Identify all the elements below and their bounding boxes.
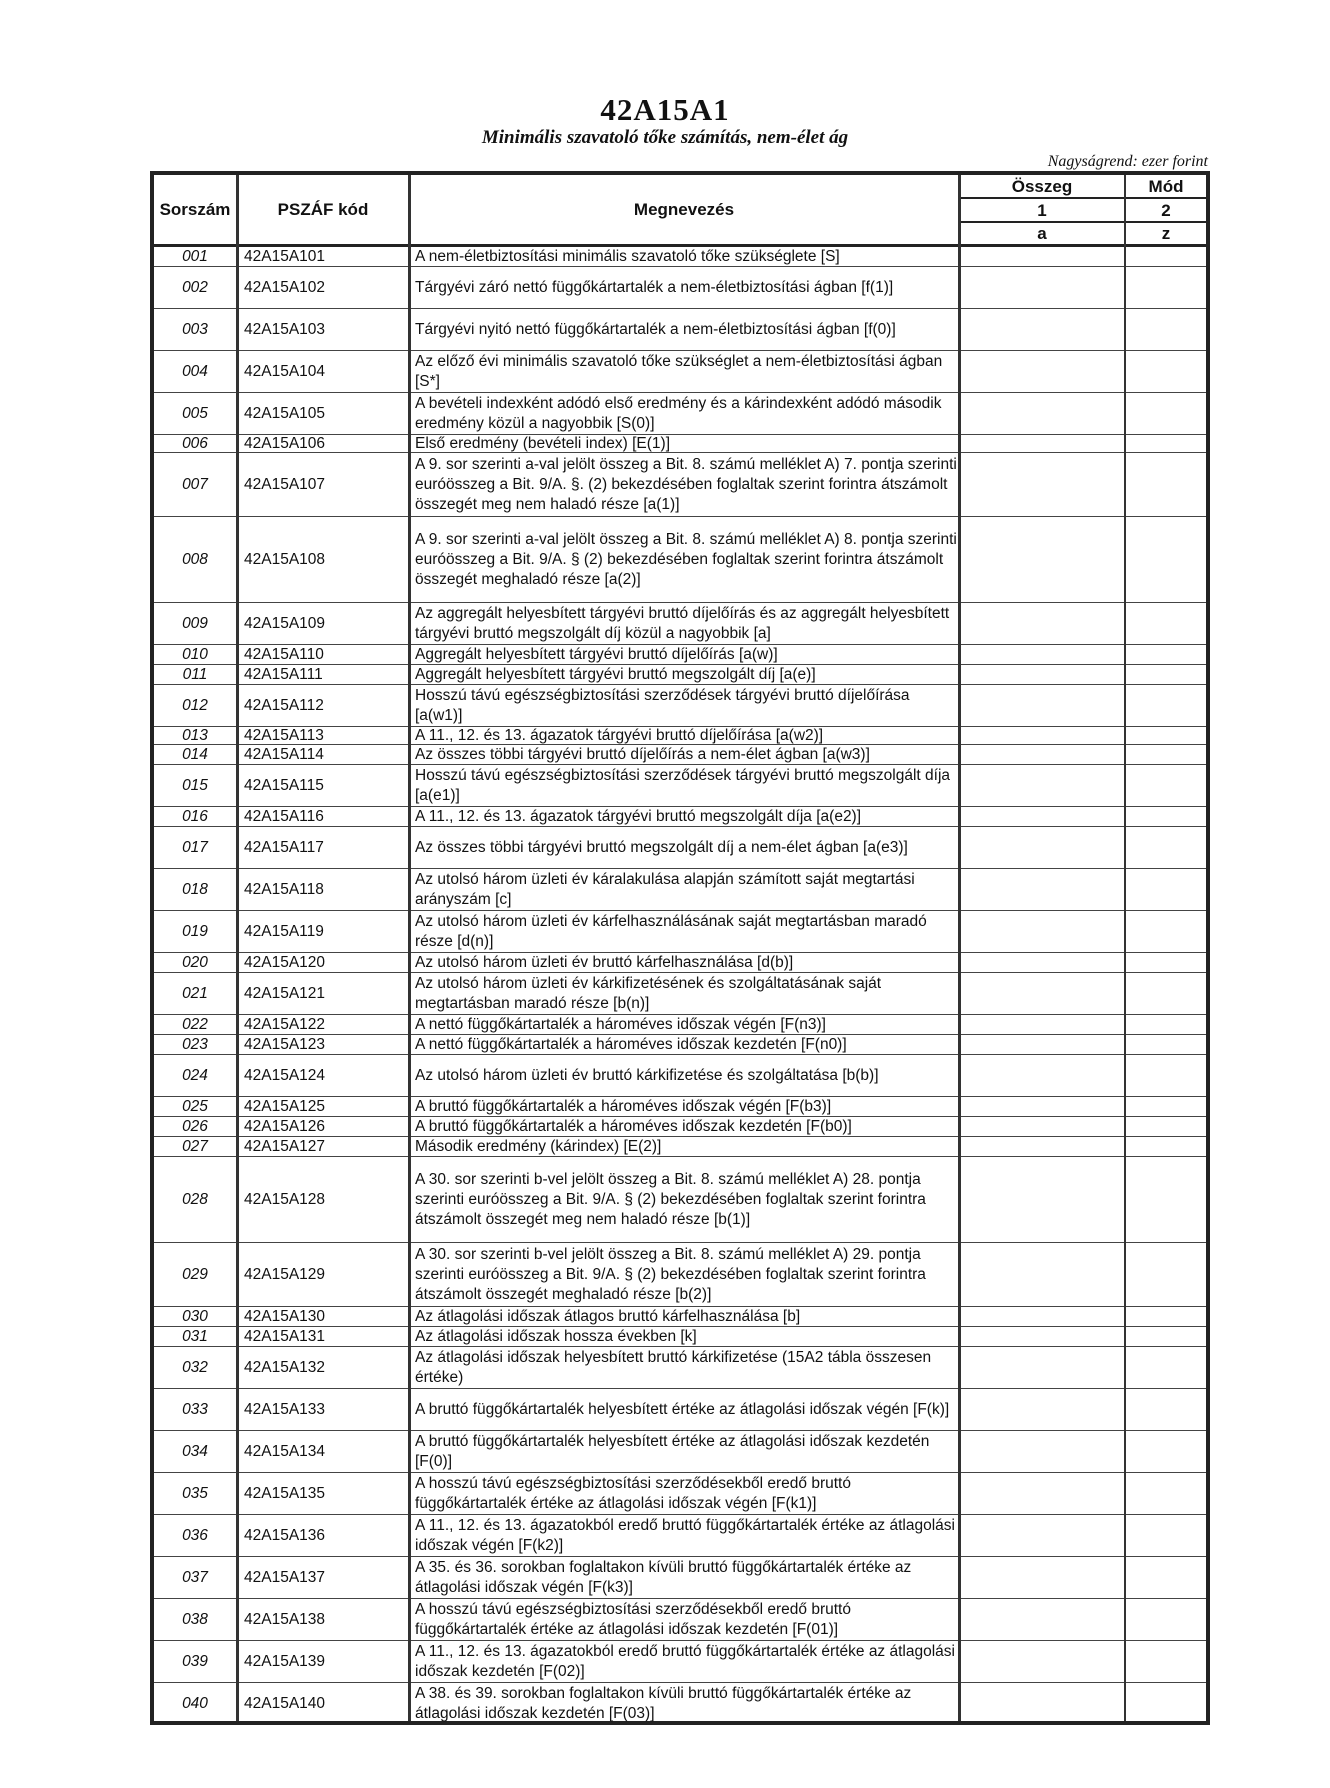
form-table (150, 171, 1210, 1725)
amount-input-cell[interactable] (962, 745, 1124, 765)
mod-input-cell[interactable] (1127, 1035, 1206, 1055)
amount-input-cell[interactable] (962, 1015, 1124, 1035)
mod-input-cell[interactable] (1127, 765, 1206, 807)
row-code: 42A15A104 (244, 363, 326, 380)
row-code: 42A15A122 (244, 1016, 326, 1033)
column-separator (958, 175, 961, 1721)
row-description: Az utolsó három üzleti év kárfelhasználásának saját megtartásban maradó része [d(n)] (415, 913, 927, 950)
row-code: 42A15A134 (244, 1443, 326, 1460)
row-code: 42A15A112 (244, 697, 324, 714)
row-number: 018 (182, 881, 208, 898)
amount-input-cell[interactable] (962, 1599, 1124, 1641)
amount-input-cell[interactable] (962, 1683, 1124, 1725)
row-description: A 35. és 36. sorokban foglaltakon kívüli bruttó függőkártartalék értéke az átlagolási időszak végén [F(k3)] (415, 1559, 912, 1596)
row-description: A nettó függőkártartalék a hároméves időszak végén [F(n3)] (415, 1016, 826, 1033)
row-code: 42A15A111 (244, 666, 323, 683)
row-number: 039 (182, 1653, 208, 1670)
column-separator (408, 175, 411, 1721)
row-description: Aggregált helyesbített tárgyévi bruttó díjelőírás [a(w)] (415, 646, 778, 663)
row-code: 42A15A140 (244, 1695, 326, 1712)
row-code: 42A15A110 (244, 646, 324, 663)
amount-input-cell[interactable] (962, 1389, 1124, 1431)
amount-input-cell[interactable] (962, 1473, 1124, 1515)
row-description: Az átlagolási időszak átlagos bruttó kárfelhasználása [b] (415, 1308, 801, 1325)
row-description: A bevételi indexként adódó első eredmény és a kárindexként adódó második eredmény közül a nagyobbik [S(0)] (415, 395, 942, 432)
mod-input-cell[interactable] (1127, 393, 1206, 435)
amount-input-cell[interactable] (962, 1327, 1124, 1347)
row-code: 42A15A120 (244, 954, 326, 971)
amount-input-cell[interactable] (962, 1641, 1124, 1683)
mod-input-cell[interactable] (1127, 807, 1206, 827)
amount-input-cell[interactable] (962, 765, 1124, 807)
mod-input-cell[interactable] (1127, 435, 1206, 453)
row-number: 014 (182, 746, 208, 763)
row-description: Hosszú távú egészségbiztosítási szerződések tárgyévi bruttó díjelőírása [a(w1)] (415, 687, 910, 724)
row-description: A nem-életbiztosítási minimális szavatoló tőke szükséglete [S] (415, 248, 840, 265)
row-description: Az átlagolási időszak helyesbített bruttó kárkifizetése (15A2 tábla összesen értéke) (415, 1349, 932, 1386)
row-code: 42A15A106 (244, 435, 326, 452)
row-number: 021 (182, 985, 208, 1002)
mod-input-cell[interactable] (1127, 1683, 1206, 1725)
amount-input-cell[interactable] (962, 1243, 1124, 1307)
row-description: A bruttó függőkártartalék a hároméves időszak kezdetén [F(b0)] (415, 1118, 852, 1135)
row-description: A bruttó függőkártartalék helyesbített értéke az átlagolási időszak végén [F(k)] (415, 1401, 950, 1418)
row-number: 035 (182, 1485, 208, 1502)
amount-input-cell[interactable] (962, 247, 1124, 267)
amount-input-cell[interactable] (962, 435, 1124, 453)
mod-input-cell[interactable] (1127, 745, 1206, 765)
mod-input-cell[interactable] (1127, 1117, 1206, 1137)
header-rule-2 (958, 221, 1206, 223)
mod-input-cell[interactable] (1127, 453, 1206, 517)
amount-input-cell[interactable] (962, 1431, 1124, 1473)
mod-input-cell[interactable] (1127, 1557, 1206, 1599)
mod-input-cell[interactable] (1127, 685, 1206, 727)
row-code: 42A15A115 (244, 777, 324, 794)
amount-input-cell[interactable] (962, 1307, 1124, 1327)
header-osszeg-type: a (1037, 224, 1047, 243)
row-code: 42A15A123 (244, 1036, 326, 1053)
row-code: 42A15A139 (244, 1653, 326, 1670)
row-number: 031 (182, 1328, 208, 1345)
row-description: Az összes többi tárgyévi bruttó díjelőírás a nem-élet ágban [a(w3)] (415, 746, 870, 763)
row-code: 42A15A118 (244, 881, 324, 898)
row-code: 42A15A130 (244, 1308, 326, 1325)
mod-input-cell[interactable] (1127, 1097, 1206, 1117)
row-description: Második eredmény (kárindex) [E(2)] (415, 1138, 662, 1155)
row-number: 029 (182, 1266, 208, 1283)
amount-input-cell[interactable] (962, 953, 1124, 973)
header-megnevezes: Megnevezés (633, 200, 735, 219)
row-code: 42A15A132 (244, 1359, 326, 1376)
row-description: A 11., 12. és 13. ágazatok tárgyévi bruttó megszolgált díja [a(e2)] (415, 808, 862, 825)
row-description: A 11., 12. és 13. ágazatok tárgyévi bruttó díjelőírása [a(w2)] (415, 727, 824, 744)
form-subtitle: Minimális szavatoló tőke számítás, nem-élet ág (481, 127, 849, 148)
row-number: 016 (182, 808, 208, 825)
row-number: 026 (182, 1118, 208, 1135)
mod-input-cell[interactable] (1127, 1473, 1206, 1515)
mod-input-cell[interactable] (1127, 1515, 1206, 1557)
row-description: Aggregált helyesbített tárgyévi bruttó megszolgált díj [a(e)] (415, 666, 816, 683)
row-code: 42A15A108 (244, 551, 326, 568)
row-description: A 11., 12. és 13. ágazatokból eredő bruttó függőkártartalék értéke az átlagolási időszak kezdetén [F(02)] (415, 1643, 955, 1680)
amount-input-cell[interactable] (962, 393, 1124, 435)
mod-input-cell[interactable] (1127, 953, 1206, 973)
mod-input-cell[interactable] (1127, 973, 1206, 1015)
mod-input-cell[interactable] (1127, 727, 1206, 745)
row-description: Az aggregált helyesbített tárgyévi bruttó díjelőírás és az aggregált helyesbített tárgyévi bruttó megszolgált díj közül a nagyobbik [a] (415, 605, 950, 642)
row-number: 028 (182, 1191, 208, 1208)
mod-input-cell[interactable] (1127, 1055, 1206, 1097)
mod-input-cell[interactable] (1127, 827, 1206, 869)
amount-input-cell[interactable] (962, 1097, 1124, 1117)
row-number: 040 (182, 1695, 208, 1712)
row-number: 005 (182, 405, 208, 422)
mod-input-cell[interactable] (1127, 869, 1206, 911)
row-description: Az átlagolási időszak hossza években [k] (415, 1328, 697, 1345)
amount-input-cell[interactable] (962, 1157, 1124, 1243)
row-code: 42A15A116 (244, 808, 324, 825)
amount-input-cell[interactable] (962, 309, 1124, 351)
row-number: 007 (182, 476, 208, 493)
row-description: Az utolsó három üzleti év bruttó kárkifizetése és szolgáltatása [b(b)] (415, 1067, 879, 1084)
row-code: 42A15A114 (244, 746, 324, 763)
row-number: 015 (182, 777, 208, 794)
mod-input-cell[interactable] (1127, 645, 1206, 665)
row-code: 42A15A126 (244, 1118, 326, 1135)
row-number: 019 (182, 923, 208, 940)
mod-input-cell[interactable] (1127, 517, 1206, 603)
row-code: 42A15A135 (244, 1485, 326, 1502)
row-description: A 38. és 39. sorokban foglaltakon kívüli bruttó függőkártartalék értéke az átlagolási időszak kezdetén [F(03)] (415, 1685, 912, 1722)
mod-input-cell[interactable] (1127, 1327, 1206, 1347)
amount-input-cell[interactable] (962, 973, 1124, 1015)
row-description: Az utolsó három üzleti év káralakulása alapján számított saját megtartási arányszám [c] (415, 871, 915, 908)
row-code: 42A15A113 (244, 727, 324, 744)
row-number: 001 (182, 248, 208, 265)
row-code: 42A15A121 (244, 985, 326, 1002)
row-number: 036 (182, 1527, 208, 1544)
row-code: 42A15A124 (244, 1067, 326, 1084)
header-sorszam: Sorszám (159, 200, 231, 219)
row-number: 027 (182, 1138, 208, 1155)
amount-input-cell[interactable] (962, 1557, 1124, 1599)
mod-input-cell[interactable] (1127, 1347, 1206, 1389)
header-osszeg: Összeg (1011, 177, 1073, 196)
row-number: 020 (182, 954, 208, 971)
header-pszaf-kod: PSZÁF kód (277, 200, 369, 219)
row-code: 42A15A137 (244, 1569, 326, 1586)
mod-input-cell[interactable] (1127, 911, 1206, 953)
row-code: 42A15A127 (244, 1138, 326, 1155)
row-number: 004 (182, 363, 208, 380)
row-number: 017 (182, 839, 208, 856)
row-code: 42A15A119 (244, 923, 324, 940)
row-description: Az összes többi tárgyévi bruttó megszolgált díj a nem-élet ágban [a(e3)] (415, 839, 908, 856)
row-description: A 9. sor szerinti a-val jelölt összeg a Bit. 8. számú melléklet A) 7. pontja szerinti euróösszeg a Bit. 9/A. §. (2) bekezdésében foglaltak szerint forintra átszámolt összegét meg nem haladó része [a(1)] (415, 456, 957, 513)
row-description: Az utolsó három üzleti év kárkifizetésének és szolgáltatásának saját megtartásban maradó része [b(n)] (415, 975, 882, 1012)
amount-input-cell[interactable] (962, 1117, 1124, 1137)
row-number: 006 (182, 435, 208, 452)
amount-input-cell[interactable] (962, 267, 1124, 309)
amount-input-cell[interactable] (962, 685, 1124, 727)
amount-input-cell[interactable] (962, 603, 1124, 645)
amount-input-cell[interactable] (962, 1515, 1124, 1557)
row-number: 008 (182, 551, 208, 568)
row-description: A hosszú távú egészségbiztosítási szerződésekből eredő bruttó függőkártartalék értéke az átlagolási időszak végén [F(k1)] (415, 1475, 851, 1512)
row-number: 032 (182, 1359, 208, 1376)
header-rule-1 (958, 197, 1206, 199)
amount-input-cell[interactable] (962, 645, 1124, 665)
row-number: 037 (182, 1569, 208, 1586)
row-number: 002 (182, 279, 208, 296)
mod-input-cell[interactable] (1127, 1641, 1206, 1683)
header-mod-index: 2 (1161, 201, 1171, 220)
row-number: 010 (182, 646, 208, 663)
amount-input-cell[interactable] (962, 1347, 1124, 1389)
column-separator (1124, 175, 1126, 1721)
row-code: 42A15A136 (244, 1527, 326, 1544)
header-osszeg-index: 1 (1037, 201, 1047, 220)
mod-input-cell[interactable] (1127, 1431, 1206, 1473)
row-number: 034 (182, 1443, 208, 1460)
mod-input-cell[interactable] (1127, 247, 1206, 267)
amount-input-cell[interactable] (962, 1035, 1124, 1055)
header-mod: Mód (1148, 177, 1184, 196)
row-code: 42A15A133 (244, 1401, 326, 1418)
row-code: 42A15A109 (244, 615, 326, 632)
row-number: 011 (182, 666, 208, 683)
row-code: 42A15A102 (244, 279, 326, 296)
mod-input-cell[interactable] (1127, 1243, 1206, 1307)
row-code: 42A15A101 (244, 248, 326, 265)
row-description: A bruttó függőkártartalék a hároméves időszak végén [F(b3)] (415, 1098, 832, 1115)
amount-input-cell[interactable] (962, 453, 1124, 517)
row-code: 42A15A131 (244, 1328, 326, 1345)
amount-input-cell[interactable] (962, 911, 1124, 953)
row-number: 009 (182, 615, 208, 632)
row-description: A nettó függőkártartalék a hároméves időszak kezdetén [F(n0)] (415, 1036, 847, 1053)
amount-input-cell[interactable] (962, 517, 1124, 603)
row-number: 022 (182, 1016, 208, 1033)
mod-input-cell[interactable] (1127, 603, 1206, 645)
amount-input-cell[interactable] (962, 1055, 1124, 1097)
amount-input-cell[interactable] (962, 807, 1124, 827)
row-number: 033 (182, 1401, 208, 1418)
mod-input-cell[interactable] (1127, 665, 1206, 685)
row-description: A 9. sor szerinti a-val jelölt összeg a Bit. 8. számú melléklet A) 8. pontja szerinti euróösszeg a Bit. 9/A. § (2) bekezdésében foglaltak szerint forintra átszámolt összegét meghaladó része [a(2)] (415, 531, 957, 588)
row-description: Hosszú távú egészségbiztosítási szerződések tárgyévi bruttó megszolgált díja [a(e1)] (415, 767, 951, 804)
row-number: 030 (182, 1308, 208, 1325)
row-description: Az előző évi minimális szavatoló tőke szükséglet a nem-életbiztosítási ágban [S*] (415, 353, 943, 390)
row-description: A bruttó függőkártartalék helyesbített értéke az átlagolási időszak kezdetén [F(0)] (415, 1433, 930, 1470)
mod-input-cell[interactable] (1127, 351, 1206, 393)
form-title: 42A15A1 (600, 92, 730, 127)
row-code: 42A15A128 (244, 1191, 326, 1208)
row-description: A 30. sor szerinti b-vel jelölt összeg a Bit. 8. számú melléklet A) 29. pontja szerinti euróösszeg a Bit. 9/A. § (2) bekezdésében foglaltak szerint forintra átszámolt összegét meghaladó része [b(2)] (415, 1246, 926, 1303)
row-number: 038 (182, 1611, 208, 1628)
row-number: 013 (182, 727, 208, 744)
amount-input-cell[interactable] (962, 665, 1124, 685)
row-number: 025 (182, 1098, 208, 1115)
row-code: 42A15A117 (244, 839, 324, 856)
amount-input-cell[interactable] (962, 1137, 1124, 1157)
row-code: 42A15A105 (244, 405, 326, 422)
row-code: 42A15A103 (244, 321, 326, 338)
mod-input-cell[interactable] (1127, 1599, 1206, 1641)
column-separator (236, 175, 239, 1721)
unit-note: Nagyságrend: ezer forint (1047, 153, 1208, 170)
row-description: A 30. sor szerinti b-vel jelölt összeg a Bit. 8. számú melléklet A) 28. pontja szerinti euróösszeg a Bit. 9/A. § (2) bekezdésében foglaltak szerint forintra átszámolt összegét meg nem haladó része [b(1)] (415, 1171, 926, 1228)
row-description: A 11., 12. és 13. ágazatokból eredő bruttó függőkártartalék értéke az átlagolási időszak végén [F(k2)] (415, 1517, 955, 1554)
row-number: 024 (182, 1067, 208, 1084)
header-mod-type: z (1161, 224, 1171, 243)
amount-input-cell[interactable] (962, 351, 1124, 393)
mod-input-cell[interactable] (1127, 1157, 1206, 1243)
row-number: 023 (182, 1036, 208, 1053)
row-description: Az utolsó három üzleti év bruttó kárfelhasználása [d(b)] (415, 954, 794, 971)
row-number: 012 (182, 697, 208, 714)
amount-input-cell[interactable] (962, 827, 1124, 869)
mod-input-cell[interactable] (1127, 1307, 1206, 1327)
mod-input-cell[interactable] (1127, 1137, 1206, 1157)
row-number: 003 (182, 321, 208, 338)
row-description: Első eredmény (bevételi index) [E(1)] (415, 435, 671, 452)
row-description: A hosszú távú egészségbiztosítási szerződésekből eredő bruttó függőkártartalék értéke az átlagolási időszak kezdetén [F(01)] (415, 1601, 851, 1638)
row-code: 42A15A107 (244, 476, 326, 493)
mod-input-cell[interactable] (1127, 309, 1206, 351)
mod-input-cell[interactable] (1127, 267, 1206, 309)
row-description: Tárgyévi záró nettó függőkártartalék a nem-életbiztosítási ágban [f(1)] (415, 279, 894, 296)
amount-input-cell[interactable] (962, 727, 1124, 745)
amount-input-cell[interactable] (962, 869, 1124, 911)
row-code: 42A15A138 (244, 1611, 326, 1628)
row-code: 42A15A129 (244, 1266, 326, 1283)
mod-input-cell[interactable] (1127, 1015, 1206, 1035)
row-description: Tárgyévi nyitó nettó függőkártartalék a nem-életbiztosítási ágban [f(0)] (415, 321, 896, 338)
row-code: 42A15A125 (244, 1098, 326, 1115)
mod-input-cell[interactable] (1127, 1389, 1206, 1431)
